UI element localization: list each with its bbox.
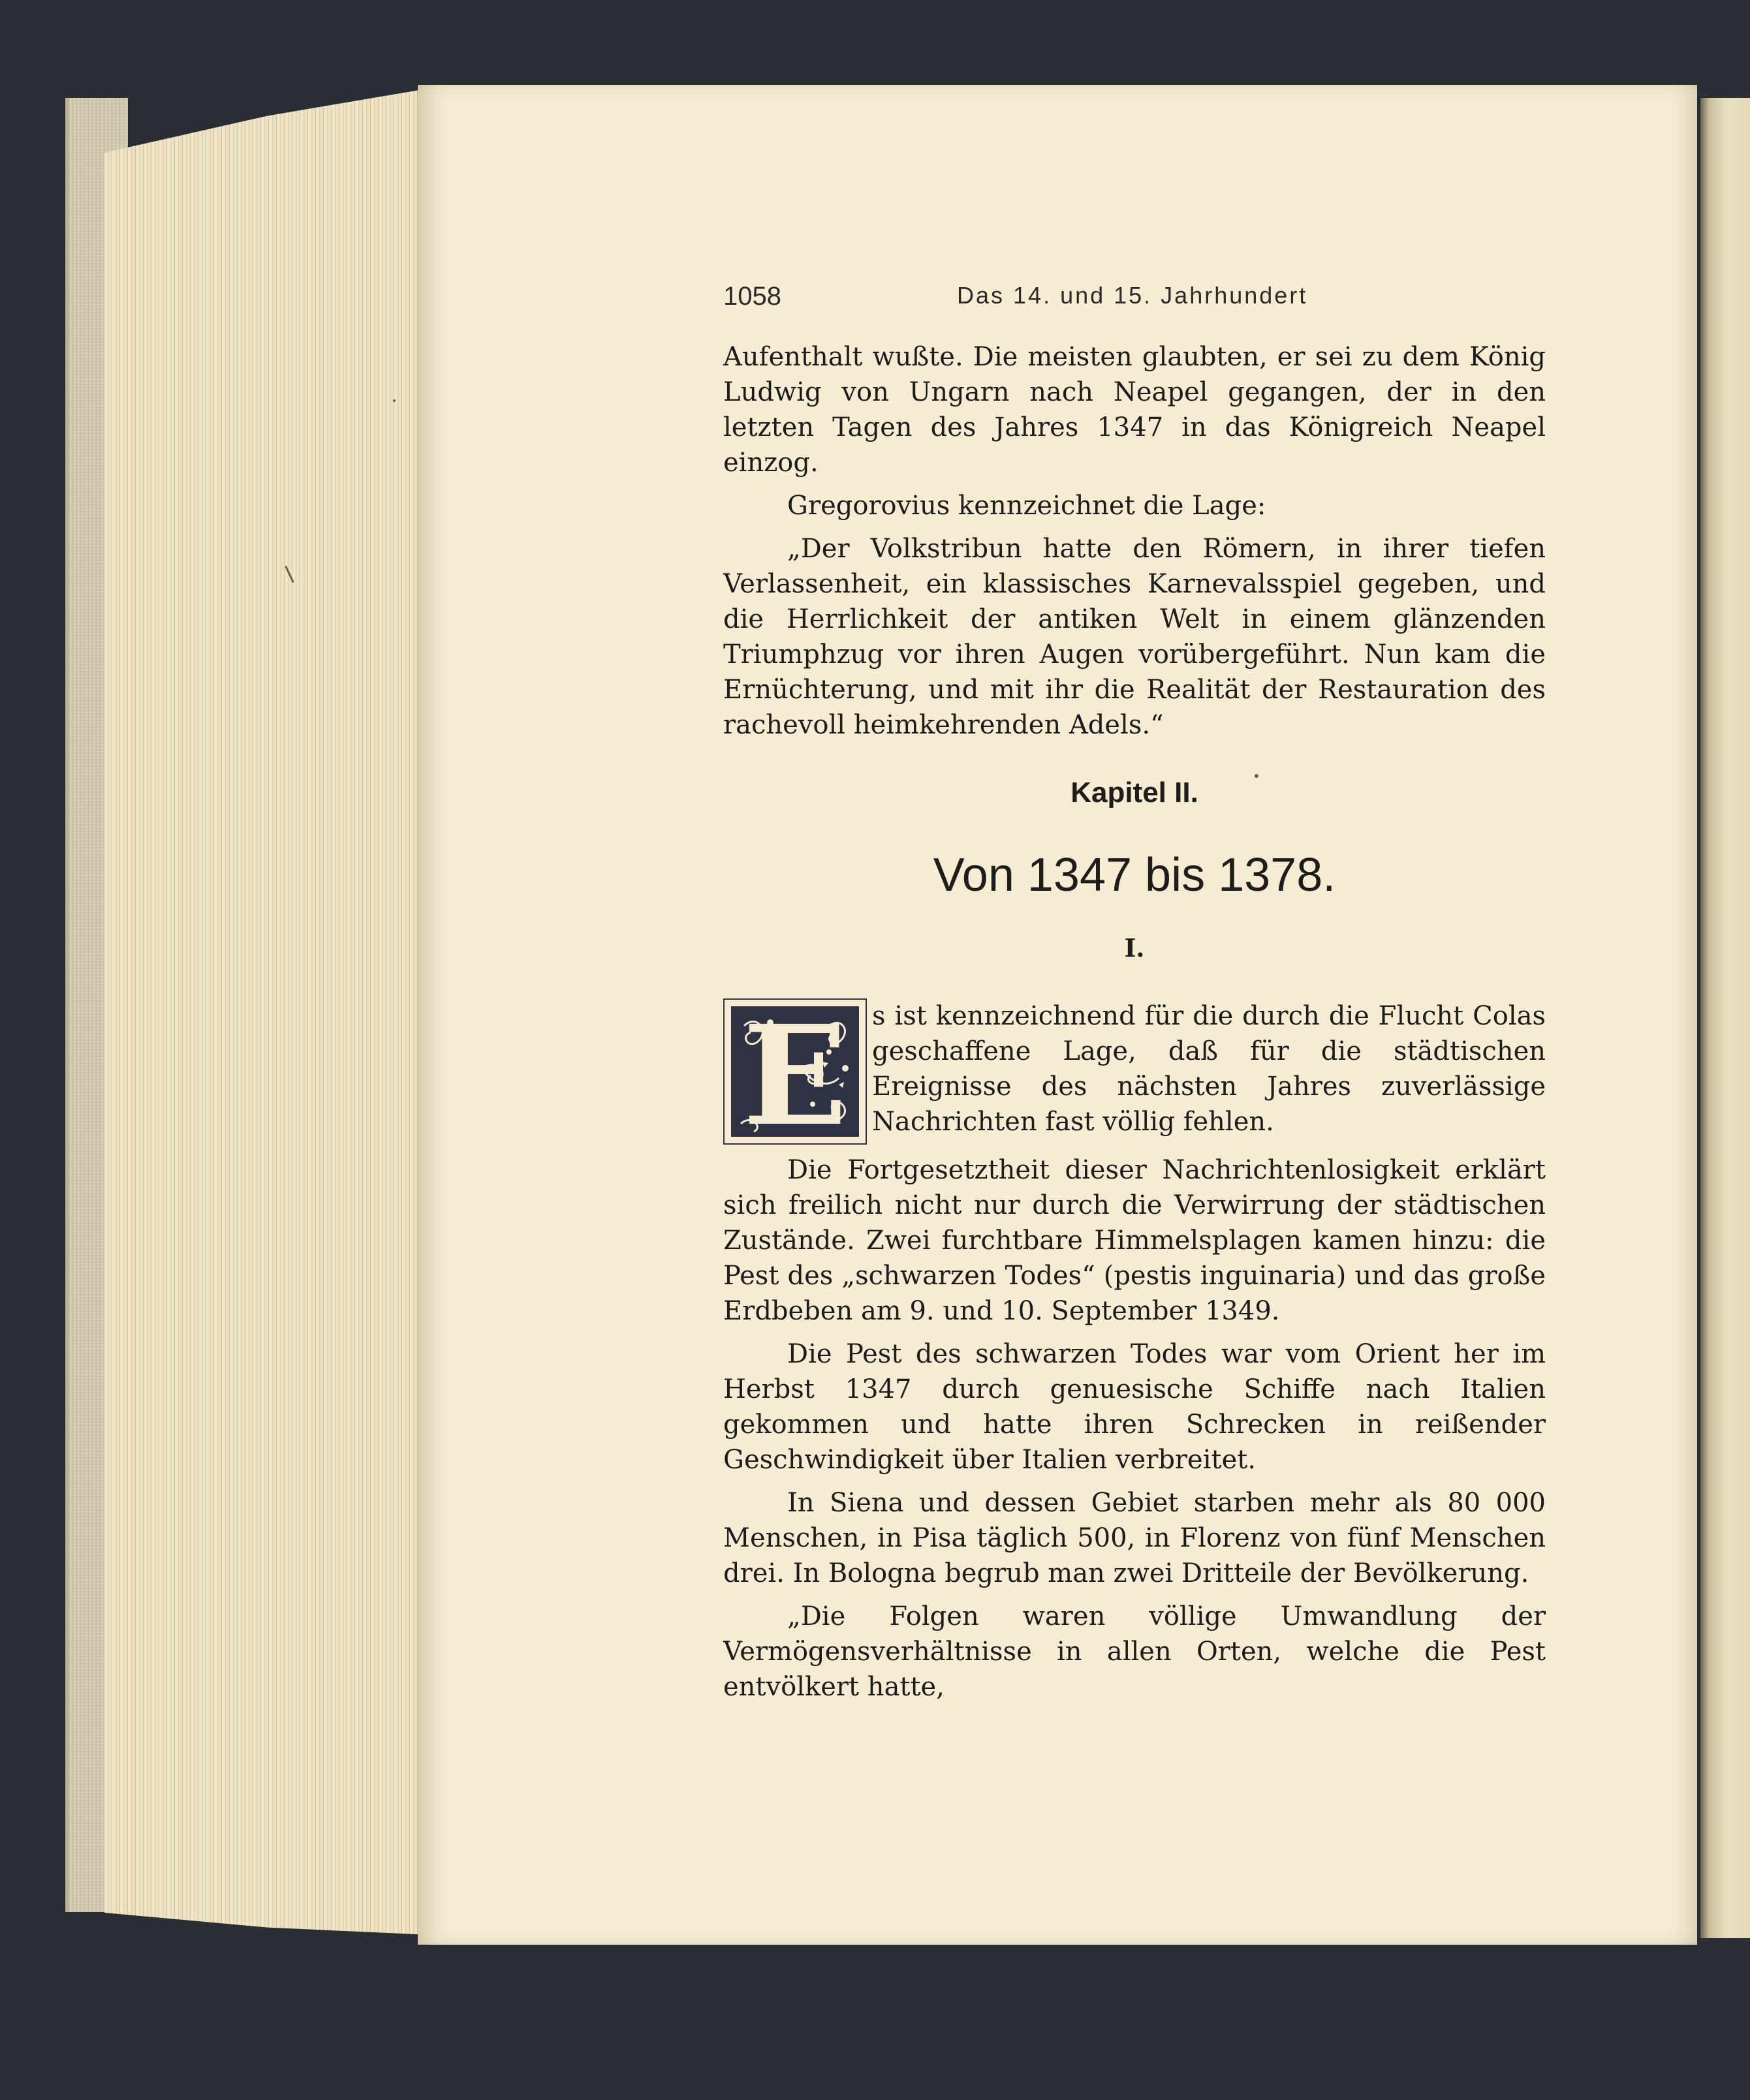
- section-number: I.: [1124, 933, 1145, 963]
- paragraph: Die Fortgesetztheit dieser Nachrichtenlosigkeit erklärt sich freilich nicht nur durch die Verwirrung der städtischen Zustände. Zwei furchtbare Himmelsplagen kamen hinzu: die Pest des „schwarzen Todes“ (pestis inguinaria) und das große Erdbeben am 9. und 10. September 1349.: [723, 1155, 1546, 1326]
- paragraph: Gregorovius kennzeichnet die Lage:: [787, 491, 1266, 521]
- text-block-before-chapter: [723, 339, 1546, 743]
- decorated-initial: [723, 998, 867, 1145]
- opening-paragraph: s ist kennzeichnend für die durch die Flucht Colas geschaffene Lage, daß für die städtischen Ereignisse des nächsten Jahres zuverlässige Nachrichten fast völlig fehlen.: [872, 1001, 1546, 1137]
- chapter-title: Von 1347 bis 1378.: [933, 849, 1336, 901]
- page-number: 1058: [723, 282, 781, 311]
- text-block-chapter: [723, 998, 1546, 1705]
- quote-paragraph: „Die Folgen waren völlige Umwandlung der Vermögensverhältnisse in allen Orten, welche die Pest entvölkert hatte,: [723, 1601, 1546, 1702]
- opening-paragraph-row: [723, 998, 1546, 1145]
- chapter-label: Kapitel II.: [1070, 777, 1198, 809]
- paragraph: Die Pest des schwarzen Todes war vom Orient her im Herbst 1347 durch genuesische Schiffe nach Italien gekommen und hatte ihren Schrecken in reißender Geschwindigkeit über Italien verbreitet.: [723, 1339, 1546, 1475]
- quote-paragraph: „Der Volkstribun hatte den Römern, in ihrer tiefen Verlassenheit, ein klassisches Karnevalsspiel gegeben, und die Herrlichkeit der antiken Welt in einem glänzenden Triumphzug vor ihren Augen vorübergeführt. Nun kam die Ernüchterung, und mit ihr die Realität der Restauration des rachevoll heimkehrenden Adels.“: [723, 534, 1546, 740]
- page-header: [723, 282, 1546, 315]
- svg-text:E: E: [743, 1006, 848, 1137]
- decorated-initial-e-icon: [731, 1006, 859, 1137]
- paragraph: In Siena und dessen Gebiet starben mehr als 80 000 Menschen, in Pisa täglich 500, in Florenz von fünf Menschen drei. In Bologna begrub man zwei Dritteile der Bevölkerung.: [723, 1488, 1546, 1588]
- page-edge-stack: [104, 88, 431, 1935]
- running-head: Das 14. und 15. Jahrhundert: [957, 282, 1308, 309]
- paper-speck: [393, 399, 396, 402]
- paragraph: Aufenthalt wußte. Die meisten glaubten, er sei zu dem König Ludwig von Ungarn nach Neapel gegangen, der in den letzten Tagen des Jahres 1347 in das Königreich Neapel einzog.: [723, 342, 1546, 478]
- next-page-edge: [1700, 98, 1750, 1938]
